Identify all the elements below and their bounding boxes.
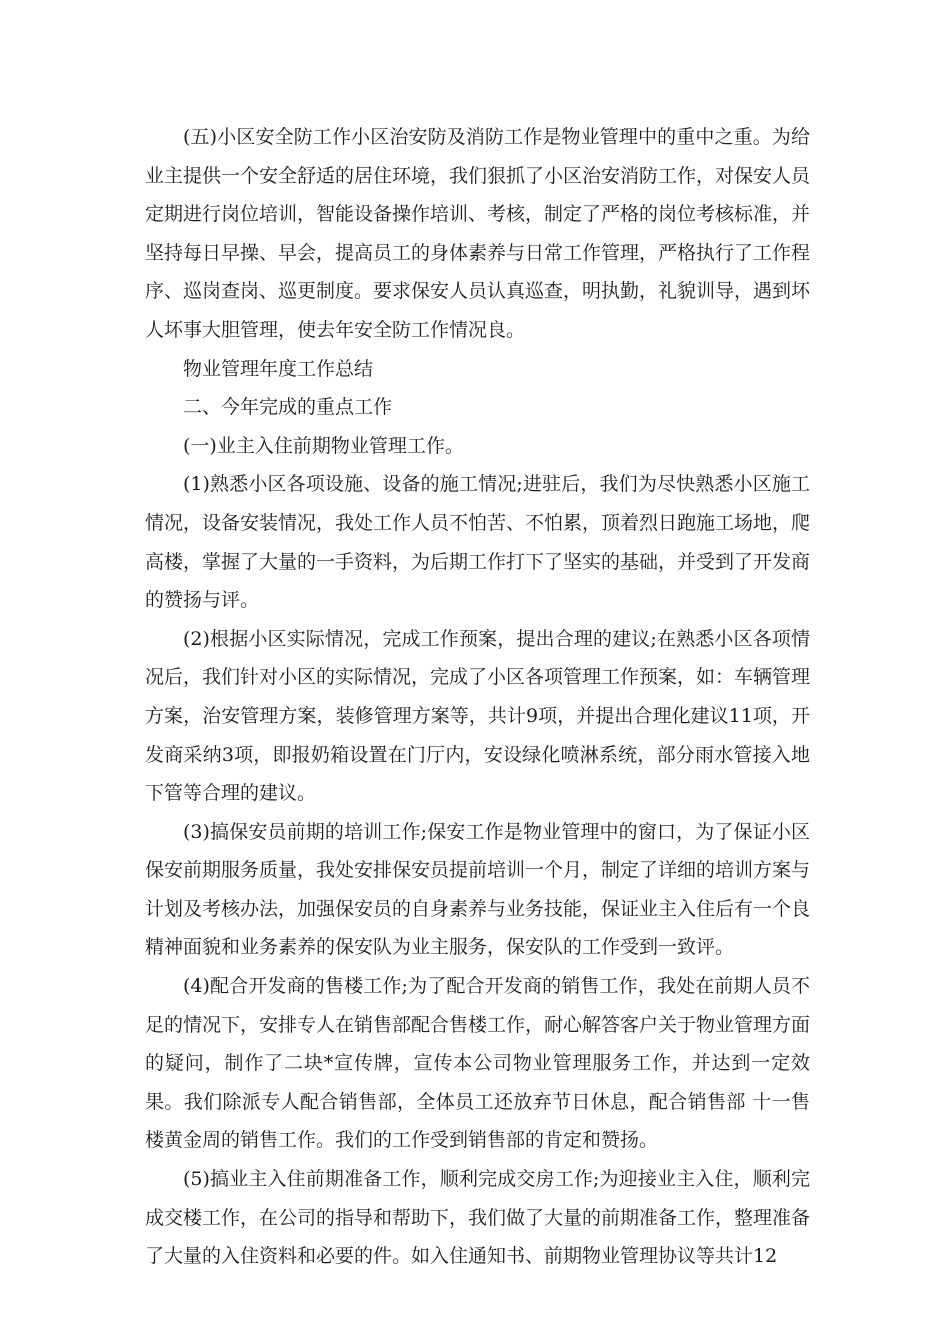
- paragraph-subheading-pre-occupancy: (一)业主入住前期物业管理工作。: [183, 434, 464, 457]
- paragraph-item-4: (4)配合开发商的售楼工作;为了配合开发商的销售工作，我处在前期人员不足的情况下，安排专人在销售部配合售楼工作，耐心解答客户关于物业管理方面的疑问，制作了二块*宣传牌，宣传本公司物业管理服务工作，并达到一定效果。我们除派专人配合销售部，全体员工还放弃节日休息，配合销售部 十一售楼黄金周的销售工作。我们的工作受到销售部的肯定和赞扬。: [145, 975, 811, 1152]
- paragraph-item-2: (2)根据小区实际情况，完成工作预案，提出合理的建议;在熟悉小区各项情况后，我们针对小区的实际情况，完成了小区各项管理工作预案，如：车辆管理方案，治安管理方案，装修管理方案等，共计9项，并提出合理化建议11项，开发商采纳3项，即报奶箱设置在门厅内，安设绿化喷淋系统，部分雨水管接入地下管等合理的建议。: [145, 627, 811, 805]
- paragraph-item-3: (3)搞保安员前期的培训工作;保安工作是物业管理中的窗口，为了保证小区保安前期服务质量，我处安排保安员提前培训一个月，制定了详细的培训方案与计划及考核办法，加强保安员的自身素养与业务技能，保证业主入住后有一个良精神面貌和业务素养的保安队为业主服务，保安队的工作受到一致评。: [145, 820, 811, 959]
- paragraph-item-1: (1)熟悉小区各项设施、设备的施工情况;进驻后，我们为尽快熟悉小区施工情况，设备安装情况，我处工作人员不怕苦、不怕累，顶着烈日跑施工场地，爬高楼，掌握了大量的一手资料，为后期工作打下了坚实的基础，并受到了开发商的赞扬与评。: [145, 473, 811, 612]
- paragraph-item-5: (5)搞业主入住前期准备工作，顺利完成交房工作;为迎接业主入住，顺利完成交楼工作，在公司的指导和帮助下，我们做了大量的前期准备工作，整理准备了大量的入住资料和必要的件。如入住通知书、前期物业管理协议等共计12: [145, 1168, 811, 1268]
- paragraph-heading-annual-summary: 物业管理年度工作总结: [183, 357, 374, 380]
- paragraph-security-work: (五)小区安全防工作小区治安防及消防工作是物业管理中的重中之重。为给业主提供一个安全舒适的居住环境，我们狠抓了小区治安消防工作，对保安人员定期进行岗位培训，智能设备操作培训、考核，制定了严格的岗位考核标准，并坚持每日早操、早会，提高员工的身体素养与日常工作管理，严格执行了工作程序、巡岗查岗、巡更制度。要求保安人员认真巡查，明执勤，礼貌训导，遇到坏人坏事大胆管理，使去年安全防工作情况良。: [145, 126, 811, 341]
- paragraph-heading-key-work: 二、今年完成的重点工作: [183, 396, 393, 419]
- document-body: [145, 118, 810, 1276]
